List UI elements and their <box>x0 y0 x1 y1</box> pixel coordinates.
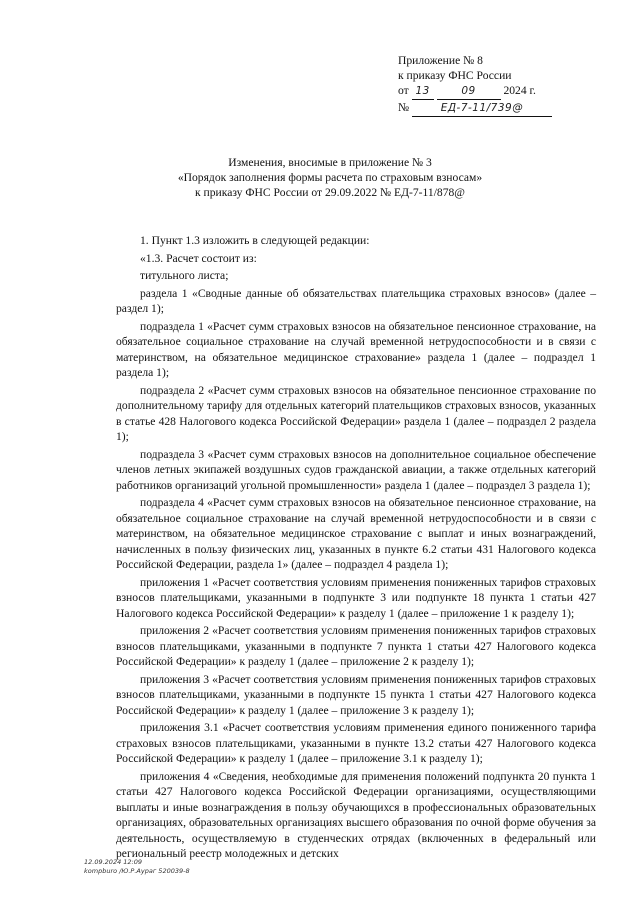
paragraph: приложения 1 «Расчет соответствия условиям применения пониженных тарифов страховых взносов плательщиками, указанными в подпункте 3 или подпункте 18 пункта 1 статьи 427 Налогового кодекса Российской Федерации» к разделу 1 (далее – приложение 1 к разделу 1); <box>116 575 596 620</box>
title-line-1: Изменения, вносимые в приложение № 3 <box>228 156 432 169</box>
header-number-line <box>398 100 598 117</box>
document-header <box>398 53 598 117</box>
title-line-2: «Порядок заполнения формы расчета по страховым взносам» <box>177 171 483 184</box>
header-date-line <box>398 83 598 100</box>
document-body <box>116 233 596 864</box>
paragraph: подраздела 3 «Расчет сумм страховых взносов на дополнительное социальное обеспечение членов летных экипажей воздушных судов гражданской авиации, а также отдельных категорий работников организаций угольной промышленности» раздела 1 (далее – подраздел 3 раздела 1); <box>116 447 596 492</box>
paragraph: приложения 4 «Сведения, необходимые для применения положений подпункта 20 пункта 1 статьи 427 Налогового кодекса Российской Федерации организациями, осуществляющими выплаты и иные вознаграждения в пользу обучающихся в профессиональных образовательных организациях, образовательных организациях высшего образования по очной форме обучения за деятельность, осуществляемую в студенческих отрядах (включенных в федеральный или региональный реестр молодежных и детских <box>116 769 596 860</box>
title-line-3: к приказу ФНС России от 29.09.2022 № ЕД-7-11/878@ <box>195 186 465 199</box>
date-year: 2024 г. <box>503 84 536 97</box>
number-prefix: № <box>398 101 410 114</box>
footer-operator: kompburo /Ю.Р.Аураг 520039-8 <box>84 867 190 875</box>
order-number: ЕД-7-11/739@ <box>412 101 552 117</box>
date-day: 13 <box>412 84 434 100</box>
paragraph: приложения 3 «Расчет соответствия условиям применения пониженных тарифов страховых взносов плательщиками, указанными в подпункте 15 пункта 1 статьи 427 Налогового кодекса Российской Федерации» к разделу 1 (далее – приложение 3 к разделу 1); <box>116 672 596 717</box>
date-prefix: от <box>398 84 409 97</box>
header-appendix: Приложение № 8 <box>398 54 483 67</box>
paragraph: подраздела 4 «Расчет сумм страховых взносов на обязательное пенсионное страхование, на обязательное социальное страхование на случай временной нетрудоспособности и в связи с материнством, на обязательное медицинское страхование с выплат и иных вознаграждений, начисленных в пользу физических лиц, указанных в пункте 6.2 статьи 431 Налогового кодекса Российской Федерации, раздела 1» (далее – подраздел 4 раздела 1); <box>116 496 596 571</box>
paragraph: приложения 2 «Расчет соответствия условиям применения пониженных тарифов страховых взносов плательщиками, указанными в подпункте 7 пункта 1 статьи 427 Налогового кодекса Российской Федерации» к разделу 1 (далее – приложение 2 к разделу 1); <box>116 624 596 668</box>
paragraph: подраздела 1 «Расчет сумм страховых взносов на обязательное пенсионное страхование, на обязательное социальное страхование на случай временной нетрудоспособности и в связи с материнством, на обязательное медицинское страхование» раздела 1 (далее – подраздел 1 раздела 1); <box>116 319 596 379</box>
header-order-ref: к приказу ФНС России <box>398 69 512 82</box>
footer-timestamp: 12.09.2024 12:09 <box>84 858 143 866</box>
paragraph: приложения 3.1 «Расчет соответствия условиям применения единого пониженного тарифа страховых взносов плательщиками, указанными в пункте 13.2 статьи 427 Налогового кодекса Российской Федерации» к разделу 1 (далее – приложение 3.1 к разделу 1); <box>116 721 596 765</box>
paragraph: титульного листа; <box>140 269 229 282</box>
paragraph: раздела 1 «Сводные данные об обязательствах плательщика страховых взносов» (далее – раздел 1); <box>116 286 596 315</box>
print-footer <box>84 858 190 876</box>
paragraph: «1.3. Расчет состоит из: <box>140 251 257 265</box>
document-title <box>110 155 550 200</box>
paragraph: подраздела 2 «Расчет сумм страховых взносов на обязательное пенсионное страхование по дополнительному тарифу для отдельных категорий плательщиков страховых взносов, указанных в статье 428 Налогового кодекса Российской Федерации» раздела 1 (далее – подраздел 2 раздела 1); <box>116 383 596 443</box>
date-month: 09 <box>437 84 501 100</box>
paragraph: 1. Пункт 1.3 изложить в следующей редакции: <box>140 234 370 247</box>
